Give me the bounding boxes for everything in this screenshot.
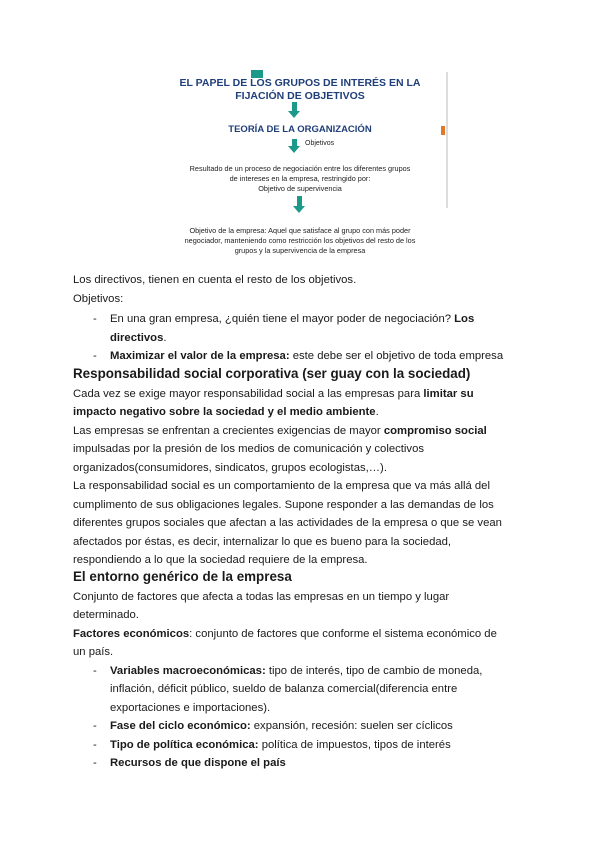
list-bullet: -: [93, 350, 97, 362]
list-bullet: -: [93, 720, 97, 732]
csr-p3-line5: respondiendo a lo que la sociedad requiere de la empresa.: [73, 554, 368, 566]
diagram-title-line2: FIJACIÓN DE OBJETIVOS: [235, 90, 365, 102]
list-item-macro: [110, 662, 482, 681]
diagram-subtitle: TEORÍA DE LA ORGANIZACIÓN: [228, 124, 372, 135]
list-bullet: -: [93, 739, 97, 751]
env-p1-line2: determinado.: [73, 609, 139, 621]
text-bold: impacto negativo sobre la sociedad y el medio ambiente: [73, 406, 376, 418]
diagram-company-line1: Objetivo de la empresa: Aquel que satisface al grupo con más poder: [189, 226, 411, 235]
objectives-diagram: [150, 62, 450, 262]
list-bullet: -: [93, 665, 97, 677]
text-bold: Factores económicos: [73, 628, 190, 640]
env-p2-line1: [73, 625, 497, 644]
list-bullet: -: [93, 313, 97, 325]
list-item-bold: Variables macroeconómicas:: [110, 665, 266, 677]
arrow-down-icon: [288, 139, 300, 153]
csr-p2-line2: impulsadas por la presión de los medios de comunicación y colectivos: [73, 443, 425, 455]
text-run: : conjunto de factores que conforme el sistema económico de: [189, 628, 497, 640]
list-bullet: -: [93, 757, 97, 769]
list-item-bold: Los: [454, 313, 475, 325]
list-item-bold: Maximizar el valor de la empresa:: [110, 350, 290, 362]
list-item-resources: Recursos de que dispone el país: [110, 757, 286, 769]
intro-line1: Los directivos, tienen en cuenta el resto de los objetivos.: [73, 274, 357, 286]
diagram-company-line3: grupos y la supervivencia de la empresa: [234, 246, 366, 255]
diagram-result-line2: de intereses en la empresa, restringido por:: [229, 174, 371, 183]
text-run: Las empresas se enfrentan a crecientes exigencias de mayor: [73, 425, 384, 437]
intro-line2: Objetivos:: [73, 293, 124, 305]
list-item-text: este debe ser el objetivo de toda empresa: [289, 350, 504, 362]
diagram-title-line1: EL PAPEL DE LOS GRUPOS DE INTERÉS EN LA: [179, 77, 421, 89]
text-bold: limitar su: [423, 388, 474, 400]
list-item-bold: Tipo de política económica:: [110, 739, 259, 751]
env-p2-line2: un país.: [73, 646, 114, 658]
csr-p3-line1: La responsabilidad social es un comportamiento de la empresa que va más allá del: [73, 480, 490, 492]
csr-p2-line3: organizados(consumidores, sindicatos, grupos ecologistas,…).: [73, 462, 387, 474]
list-item-text: .: [163, 332, 167, 344]
list-item-maximize: [110, 347, 503, 366]
csr-p3-line4: afectados por éstas, es decir, internalizar lo que es bueno para la sociedad,: [73, 536, 452, 548]
csr-heading: Responsabilidad social corporativa (ser guay con la sociedad): [73, 366, 471, 381]
list-item-text: expansión, recesión: suelen ser cíclicos: [250, 720, 453, 732]
list-item-policy: [110, 736, 451, 755]
csr-p3-line2: cumplimento de sus obligaciones legales. Supone responder a las demandas de los: [73, 499, 494, 511]
diagram-objectives-label: Objetivos: [305, 140, 335, 147]
diagram-result-line3: Objetivo de supervivencia: [258, 184, 342, 193]
arrow-down-icon: [288, 102, 300, 118]
text-bold: compromiso social: [383, 425, 487, 437]
list-item-negotiation-cont: [110, 329, 167, 348]
list-item-text: tipo de interés, tipo de cambio de moneda,: [265, 665, 483, 677]
environment-heading: El entorno genérico de la empresa: [73, 569, 292, 584]
csr-p1-line2: [73, 403, 379, 422]
list-item-macro-line2: inflación, déficit público, sueldo de balanza comercial(diferencia entre: [110, 683, 458, 695]
list-item-macro-line3: exportaciones e importaciones).: [110, 702, 271, 714]
list-item-bold: directivos: [110, 332, 164, 344]
list-item-text: En una gran empresa, ¿quién tiene el mayor poder de negociación?: [110, 313, 455, 325]
list-item-negotiation: [110, 310, 474, 329]
env-p1-line1: Conjunto de factores que afecta a todas las empresas en un tiempo y lugar: [73, 591, 450, 603]
arrow-down-icon: [293, 196, 305, 213]
text-run: Cada vez se exige mayor responsabilidad social a las empresas para: [73, 388, 424, 400]
csr-p3-line3: diferentes grupos sociales que afectan a las actividades de la empresa o que se vean: [73, 517, 502, 529]
diagram-company-line2: negociador, manteniendo como restricción los objetivos del resto de los: [184, 236, 416, 245]
list-item-text: política de impuestos, tipos de interés: [258, 739, 451, 751]
csr-p2-line1: [73, 422, 487, 441]
csr-p1-line1: [73, 385, 474, 404]
diagram-result-line1: Resultado de un proceso de negociación entre los diferentes grupos: [189, 164, 411, 173]
list-item-bold: Fase del ciclo económico:: [110, 720, 251, 732]
text-run: .: [375, 406, 379, 418]
list-item-cycle: [110, 717, 453, 736]
